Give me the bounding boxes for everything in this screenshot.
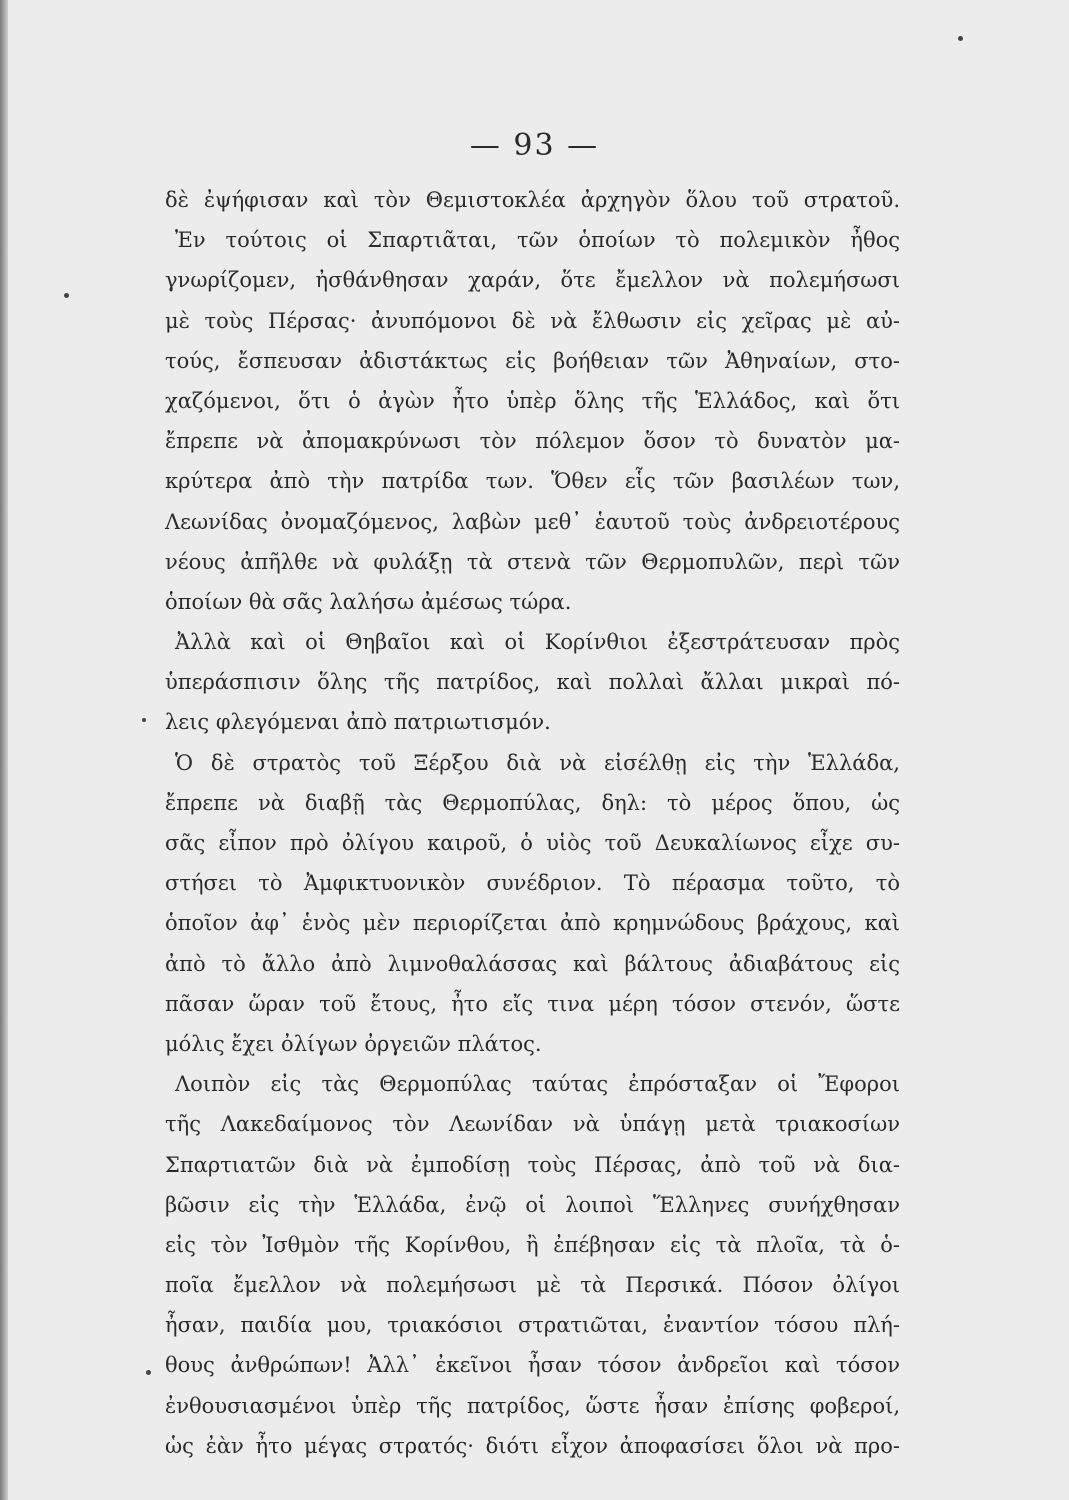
text-line: εἰς τὸν Ἰσθμὸν τῆς Κορίνθου, ἢ ἐπέβησαν εἰς τὰ πλοῖα, τὰ ὁ- bbox=[165, 1232, 900, 1257]
body-text bbox=[165, 180, 900, 1466]
ink-speck bbox=[958, 36, 963, 41]
text-line: ἔπρεπε νὰ διαβῇ τὰς Θερμοπύλας, δηλ: τὸ μέρος ὅπου, ὡς bbox=[165, 790, 900, 815]
text-line: Ἐν τούτοις οἱ Σπαρτιᾶται, τῶν ὁποίων τὸ πολεμικὸν ἦθος bbox=[175, 228, 900, 253]
text-line: σᾶς εἶπον πρὸ ὀλίγου καιροῦ, ὁ υἱὸς τοῦ Δευκαλίωνος εἶχε συ- bbox=[165, 831, 900, 855]
text-line: γνωρίζομεν, ἠσθάνθησαν χαράν, ὅτε ἔμελλον νὰ πολεμήσωσι bbox=[165, 268, 900, 293]
text-line: βῶσιν εἰς τὴν Ἑλλάδα, ἐνῷ οἱ λοιποὶ Ἕλληνες συνήχθησαν bbox=[165, 1192, 900, 1217]
page-binding-edge bbox=[0, 0, 8, 1500]
ink-speck bbox=[142, 718, 146, 722]
ink-speck bbox=[64, 293, 69, 298]
text-line: Λοιπὸν εἰς τὰς Θερμοπύλας ταύτας ἐπρόσταξαν οἱ Ἔφοροι bbox=[175, 1072, 900, 1097]
text-line: ὡς ἐὰν ἦτο μέγας στρατός· διότι εἶχον ἀποφασίσει ὅλοι νὰ προ- bbox=[165, 1433, 900, 1458]
text-line: ὑπεράσπισιν ὅλης τῆς πατρίδος, καὶ πολλαὶ ἄλλαι μικραὶ πό- bbox=[165, 670, 900, 695]
text-line: τῆς Λακεδαίμονος τὸν Λεωνίδαν νὰ ὑπάγῃ μετὰ τριακοσίων bbox=[165, 1112, 900, 1137]
text-line: λεις φλεγόμεναι ἀπὸ πατριωτισμόν. bbox=[165, 710, 551, 735]
text-line: κρύτερα ἀπὸ τὴν πατρίδα των. Ὅθεν εἷς τῶν βασιλέων των, bbox=[165, 469, 900, 494]
text-line: στήσει τὸ Ἀμφικτυονικὸν συνέδριον. Τὸ πέρασμα τοῦτο, τὸ bbox=[165, 871, 900, 896]
text-line: δὲ ἐψήφισαν καὶ τὸν Θεμιστοκλέα ἀρχηγὸν ὅλου τοῦ στρατοῦ. bbox=[165, 188, 900, 212]
text-line: τούς, ἔσπευσαν ἀδιστάκτως εἰς βοήθειαν τῶν Ἀθηναίων, στο- bbox=[165, 348, 900, 373]
page-number: — 93 — bbox=[469, 128, 600, 163]
ink-speck bbox=[146, 1370, 151, 1375]
text-line: ἔπρεπε νὰ ἀπομακρύνωσι τὸν πόλεμον ὅσον τὸ δυνατὸν μα- bbox=[165, 429, 900, 454]
text-line: θους ἀνθρώπων! Ἀλλ᾽ ἐκεῖνοι ἦσαν τόσον ἀνδρεῖοι καὶ τόσον bbox=[165, 1353, 900, 1378]
text-line: Ὁ δὲ στρατὸς τοῦ Ξέρξου διὰ νὰ εἰσέλθῃ εἰς τὴν Ἑλλάδα, bbox=[175, 750, 900, 775]
text-line: ἦσαν, παιδία μου, τριακόσιοι στρατιῶται, ἐναντίον τόσου πλή- bbox=[165, 1313, 900, 1338]
text-line: χαζόμενοι, ὅτι ὁ ἀγὼν ἦτο ὑπὲρ ὅλης τῆς Ἑλλάδος, καὶ ὅτι bbox=[165, 388, 900, 413]
text-line: ποῖα ἔμελλον νὰ πολεμήσωσι μὲ τὰ Περσικά. Πόσον ὀλίγοι bbox=[165, 1273, 900, 1298]
text-line: πᾶσαν ὥραν τοῦ ἔτους, ἦτο εἴς τινα μέρη τόσον στενόν, ὥστε bbox=[165, 991, 900, 1016]
text-line: ὁποίων θὰ σᾶς λαλήσω ἀμέσως τώρα. bbox=[165, 589, 572, 614]
text-line: μόλις ἔχει ὀλίγων ὀργειῶν πλάτος. bbox=[165, 1031, 542, 1056]
text-line: Ἀλλὰ καὶ οἱ Θηβαῖοι καὶ οἱ Κορίνθιοι ἐξεστράτευσαν πρὸς bbox=[175, 630, 900, 655]
text-line: μὲ τοὺς Πέρσας· ἀνυπόμονοι δὲ νὰ ἔλθωσιν εἰς χεῖρας μὲ αὐ- bbox=[165, 308, 900, 333]
text-line: Σπαρτιατῶν διὰ νὰ ἐμποδίσῃ τοὺς Πέρσας, ἀπὸ τοῦ νὰ δια- bbox=[165, 1152, 900, 1177]
text-line: νέους ἀπῆλθε νὰ φυλάξῃ τὰ στενὰ τῶν Θερμοπυλῶν, περὶ τῶν bbox=[165, 549, 900, 574]
text-line: ἐνθουσιασμένοι ὑπὲρ τῆς πατρίδος, ὥστε ἦσαν ἐπίσης φοβεροί, bbox=[165, 1393, 900, 1418]
text-line: ὁποῖον ἀφ᾽ ἑνὸς μὲν περιορίζεται ἀπὸ κρημνώδους βράχους, καὶ bbox=[165, 911, 900, 936]
text-line: Λεωνίδας ὀνομαζόμενος, λαβὼν μεθ᾽ ἑαυτοῦ τοὺς ἀνδρειοτέρους bbox=[165, 509, 900, 534]
text-line: ἀπὸ τὸ ἄλλο ἀπὸ λιμνοθαλάσσας καὶ βάλτους ἀδιαβάτους εἰς bbox=[165, 951, 900, 976]
